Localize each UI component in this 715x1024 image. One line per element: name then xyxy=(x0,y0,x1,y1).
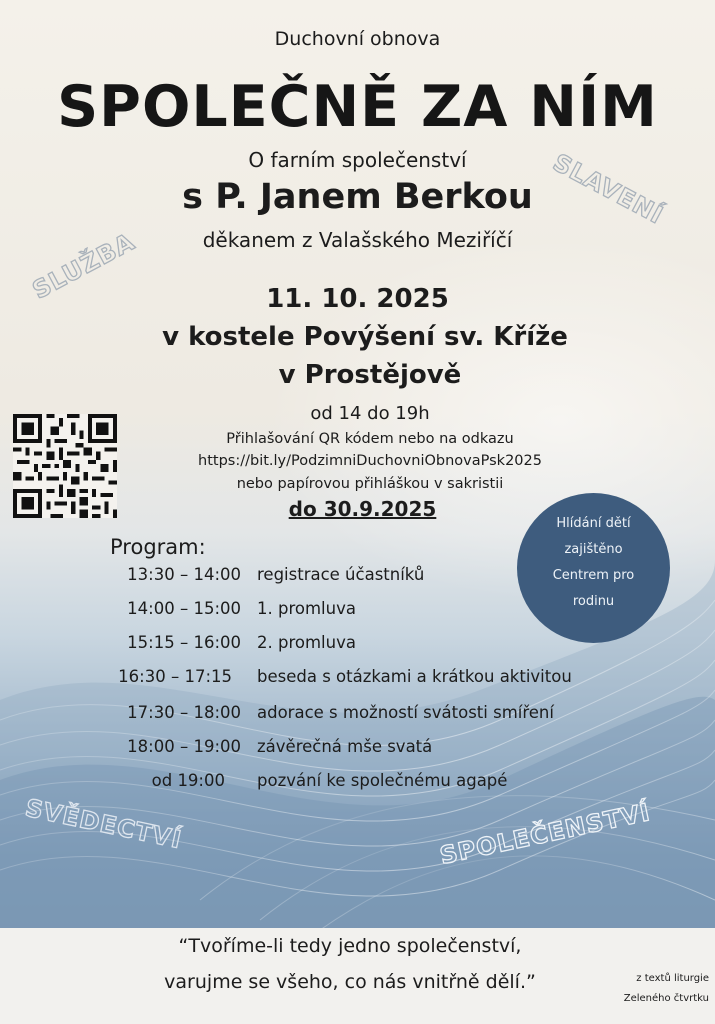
badge-line: Hlídání dětí xyxy=(556,516,631,531)
event-title: SPOLEČNĚ ZA NÍM xyxy=(57,74,658,140)
quote-line1: “Tvoříme-li tedy jedno společenství, xyxy=(178,935,522,957)
registration-link[interactable]: https://bit.ly/PodzimniDuchovniObnovaPsk2025 xyxy=(198,453,542,469)
watermark-slaveni: SLAVENÍ xyxy=(548,148,669,230)
registration-deadline: do 30.9.2025 xyxy=(288,497,437,521)
quote-source-line2: Zeleného čtvrtku xyxy=(623,993,709,1004)
program-activity: pozvání ke společnému agapé xyxy=(257,771,508,790)
intro-text: O farním společenství xyxy=(248,148,467,172)
event-time: od 14 do 19h xyxy=(310,403,430,424)
program-time: 14:00 – 15:00 xyxy=(127,599,241,618)
program-time: od 19:00 xyxy=(151,771,225,790)
program-time: 18:00 – 19:00 xyxy=(127,737,241,756)
program-activity: adorace s možností svátosti smíření xyxy=(257,703,554,722)
watermark-sluzba: SLUŽBA xyxy=(27,227,140,305)
badge-line: rodinu xyxy=(572,594,615,609)
speaker-name: s P. Janem Berkou xyxy=(182,177,533,217)
program-activity: 1. promluva xyxy=(257,599,356,618)
quote-line2: varujme se všeho, co nás vnitřně dělí.” xyxy=(164,971,536,993)
registration-paper-info: nebo papírovou přihláškou v sakristii xyxy=(236,476,504,492)
badge-line: Centrem pro xyxy=(552,568,635,583)
program-activity: registrace účastníků xyxy=(257,565,425,584)
watermark-svedectvi: SVĚDECTVÍ xyxy=(22,793,185,855)
event-place-line2: v Prostějově xyxy=(278,360,462,390)
event-place-line1: v kostele Povýšení sv. Kříže xyxy=(162,322,568,352)
speaker-role: děkanem z Valašského Meziříčí xyxy=(202,228,513,252)
childcare-badge xyxy=(517,493,670,643)
program-activity: závěrečná mše svatá xyxy=(257,737,433,756)
event-subtitle: Duchovní obnova xyxy=(274,28,441,50)
program-heading: Program: xyxy=(110,535,206,559)
program-activity: 2. promluva xyxy=(257,633,356,652)
registration-info: Přihlašování QR kódem nebo na odkazu xyxy=(226,431,514,447)
program-activity: beseda s otázkami a krátkou aktivitou xyxy=(257,667,572,686)
program-time: 15:15 – 16:00 xyxy=(127,633,241,652)
badge-line: zajištěno xyxy=(564,542,623,557)
watermark-spolecenstvi: SPOLEČENSTVÍ xyxy=(437,798,653,870)
program-time: 13:30 – 14:00 xyxy=(127,565,241,584)
quote-source-line1: z textů liturgie xyxy=(636,973,709,984)
event-date: 11. 10. 2025 xyxy=(266,284,449,314)
program-time: 16:30 – 17:15 xyxy=(118,667,232,686)
program-time: 17:30 – 18:00 xyxy=(127,703,241,722)
